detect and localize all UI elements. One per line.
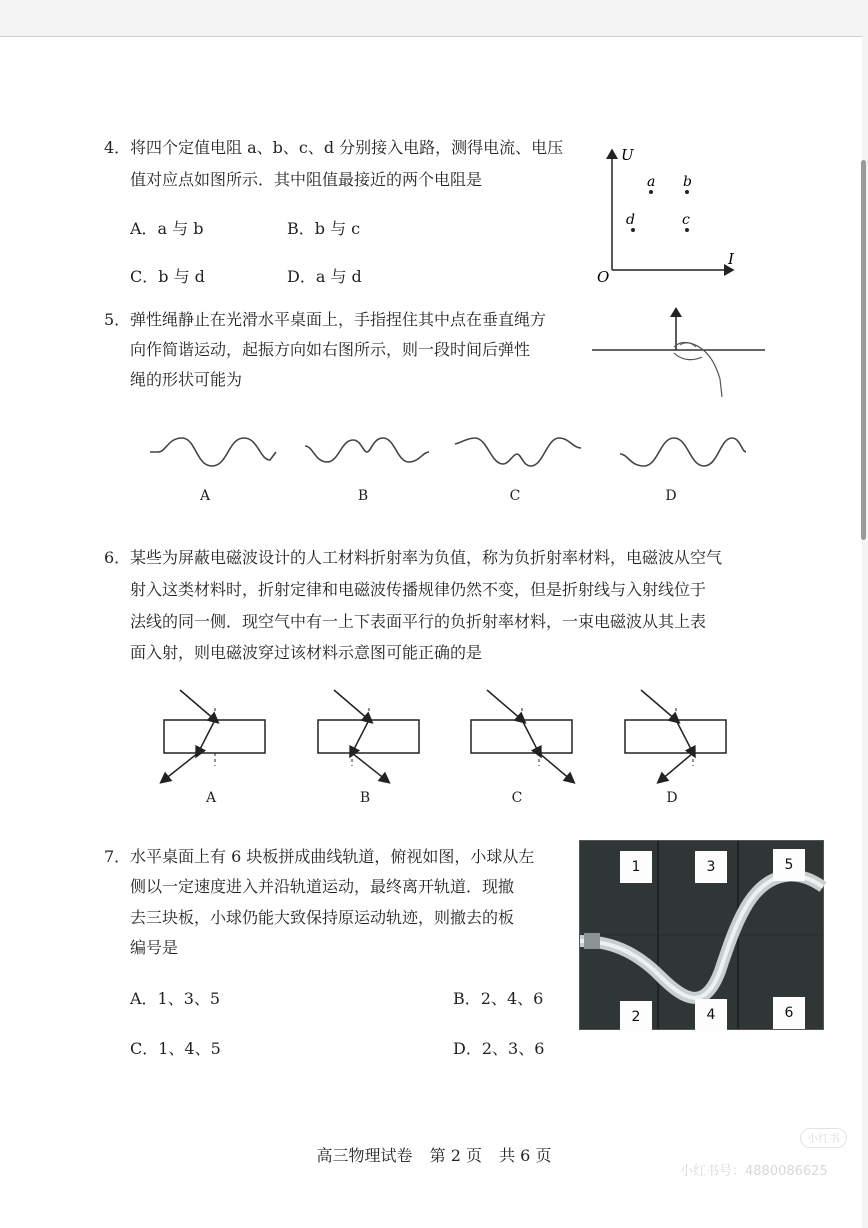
q6-text-line4: 面入射，则电磁波穿过该材料示意图可能正确的是 bbox=[130, 643, 483, 662]
watermark-logo: 小红书 bbox=[800, 1128, 847, 1148]
q6-option-d-diagram[interactable] bbox=[621, 688, 731, 788]
q6-label-c: C bbox=[511, 790, 523, 806]
q5-text-line1: 弹性绳静止在光滑水平桌面上，手指捏住其中点在垂直绳方 bbox=[130, 310, 547, 329]
q4-ui-graph bbox=[595, 140, 745, 290]
q4-origin-label: O bbox=[597, 268, 610, 286]
q6-option-a-diagram[interactable] bbox=[160, 688, 270, 788]
q7-option-c[interactable]: C．1、4、5 bbox=[130, 1039, 221, 1058]
q5-option-d-wave[interactable] bbox=[620, 432, 750, 472]
q4-option-c[interactable]: C．b 与 d bbox=[130, 267, 205, 286]
q5-label-b: B bbox=[357, 488, 369, 504]
q4-point-b bbox=[685, 190, 689, 194]
q4-y-label: U bbox=[621, 146, 634, 164]
q4-label-b: b bbox=[683, 174, 692, 190]
q4-text-line2: 值对应点如图所示．其中阻值最接近的两个电阻是 bbox=[130, 170, 483, 189]
launcher bbox=[584, 933, 600, 949]
q7-option-b[interactable]: B．2、4、6 bbox=[453, 989, 544, 1008]
q4-option-a[interactable]: A．a 与 b bbox=[130, 219, 204, 238]
q4-label-d: d bbox=[626, 212, 635, 228]
q5-option-c-wave[interactable] bbox=[455, 432, 585, 472]
q4-point-d bbox=[631, 228, 635, 232]
q5-label-d: D bbox=[665, 488, 677, 504]
q6-label-a: A bbox=[205, 790, 217, 806]
q6-option-c-diagram[interactable] bbox=[467, 688, 577, 788]
q4-number: 4． bbox=[104, 138, 131, 157]
q6-text-line3: 法线的同一侧．现空气中有一上下表面平行的负折射率材料，一束电磁波从其上表 bbox=[130, 612, 707, 631]
q5-option-b-wave[interactable] bbox=[305, 432, 435, 472]
q4-point-c bbox=[685, 228, 689, 232]
q6-text-line2: 射入这类材料时，折射定律和电磁波传播规律仍然不变，但是折射线与入射线位于 bbox=[130, 580, 707, 599]
q7-track-photo bbox=[579, 840, 824, 1030]
q7-text-line3: 去三块板，小球仍能大致保持原运动轨迹，则撤去的板 bbox=[130, 908, 515, 927]
q5-option-a-wave[interactable] bbox=[150, 432, 280, 472]
q6-label-d: D bbox=[666, 790, 678, 806]
plate-label-1: 1 bbox=[620, 851, 652, 883]
q6-text-line1: 某些为屏蔽电磁波设计的人工材料折射率为负值，称为负折射率材料，电磁波从空气 bbox=[130, 548, 723, 567]
q7-option-a[interactable]: A．1、3、5 bbox=[130, 989, 221, 1008]
plate-label-6: 6 bbox=[773, 997, 805, 1029]
plate-label-3: 3 bbox=[695, 851, 727, 883]
scrollbar[interactable] bbox=[861, 160, 866, 540]
plate-label-2: 2 bbox=[620, 1001, 652, 1033]
q5-number: 5． bbox=[104, 310, 131, 329]
q7-option-d[interactable]: D．2、3、6 bbox=[453, 1039, 545, 1058]
watermark-text: 小红书号：4880086625 bbox=[680, 1164, 828, 1179]
q6-label-b: B bbox=[359, 790, 371, 806]
q6-option-b-diagram[interactable] bbox=[314, 688, 424, 788]
q7-number: 7． bbox=[104, 847, 131, 866]
q7-text-line4: 编号是 bbox=[130, 938, 179, 957]
q5-hand-rope-figure bbox=[590, 305, 770, 400]
plate-label-4: 4 bbox=[695, 999, 727, 1031]
q4-option-b[interactable]: B．b 与 c bbox=[287, 219, 361, 238]
footer-page: 第 2 页 bbox=[429, 1146, 482, 1165]
q4-option-d[interactable]: D．a 与 d bbox=[287, 267, 362, 286]
q4-x-label: I bbox=[728, 250, 734, 268]
q5-text-line3: 绳的形状可能为 bbox=[130, 370, 243, 389]
q7-text-line1: 水平桌面上有 6 块板拼成曲线轨道，俯视如图，小球从左 bbox=[130, 847, 535, 866]
q4-text-line1: 将四个定值电阻 a、b、c、d 分别接入电路，测得电流、电压 bbox=[130, 138, 564, 157]
plate-label-5: 5 bbox=[773, 849, 805, 881]
footer-title: 高三物理试卷 bbox=[316, 1146, 413, 1165]
q5-label-a: A bbox=[199, 488, 211, 504]
q4-label-c: c bbox=[682, 212, 690, 228]
q5-label-c: C bbox=[509, 488, 521, 504]
q7-text-line2: 侧以一定速度进入并沿轨道运动，最终离开轨道．现撤 bbox=[130, 877, 515, 896]
q4-label-a: a bbox=[647, 174, 656, 190]
q5-text-line2: 向作简谐运动，起振方向如右图所示，则一段时间后弹性 bbox=[130, 340, 531, 359]
q6-number: 6． bbox=[104, 548, 131, 567]
footer-total: 共 6 页 bbox=[499, 1146, 552, 1165]
q4-point-a bbox=[649, 190, 653, 194]
